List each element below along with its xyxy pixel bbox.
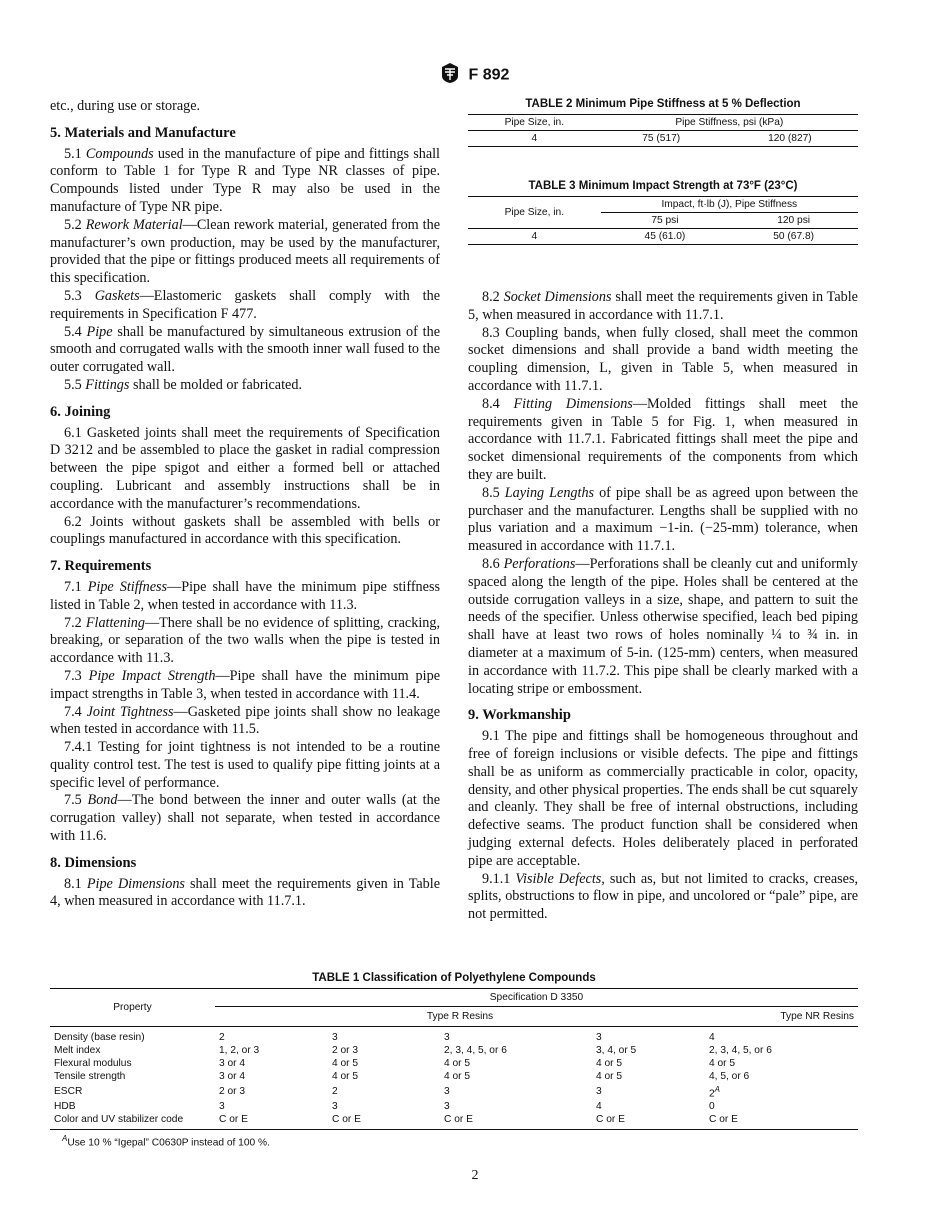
table-3-col-header: Impact, ft·lb (J), Pipe Stiffness [601,197,858,213]
table-cell: Color and UV stabilizer code [54,1114,184,1126]
table-cell: 2 [219,1032,225,1043]
page-number: 2 [471,1168,479,1183]
page-header [0,62,950,89]
table-cell: 120 (827) [768,133,812,144]
table-cell: C or E [709,1114,738,1126]
table-row [468,229,858,245]
table-cell: 3 [596,1086,602,1098]
table-cell: 1, 2, or 3 [219,1045,260,1056]
table-cell: 3, 4, or 5 [596,1045,637,1056]
table-2-caption: TABLE 2 Minimum Pipe Stiffness at 5 % Deflection [525,98,801,110]
table-cell: 4 or 5 [444,1058,471,1069]
table-cell: 4 or 5 [332,1058,359,1069]
table-cell: ESCR [54,1086,83,1098]
table-cell: 3 [444,1032,450,1043]
table-cell: 3 [596,1032,602,1043]
paragraph-8-4: 8.4 Fitting Dimensions—Molded fittings shall meet the requirements given in Table 5 for Fig. 1, when measured in accordance with 11.7.1. Fabricated fittings shall meet the pipe and socket dimensional requirements of the components from which they are built. [468,395,858,483]
paragraph-8-2: 8.2 Socket Dimensions shall meet the requirements given in Table 5, when measured in accordance with 11.7.1. [468,289,858,323]
table-1-spec-header: Specification D 3350 [215,989,858,1007]
table-1-property-header: Property [50,989,215,1027]
footnote-marker: A [714,1085,721,1094]
table-cell: 4 [531,231,538,242]
section-8-heading: 8. Dimensions [50,854,137,871]
table-1 [50,972,858,1149]
table-cell: 4 or 5 [596,1071,623,1082]
table-cell: Flexural modulus [54,1058,132,1069]
table-cell: 4 or 5 [444,1071,471,1082]
paragraph-8-5: 8.5 Laying Lengths of pipe shall be as agreed upon between the purchaser and the manufacturer. Lengths shall be supplied with no plus variation and a maximum −1-in. (−25-mm) tolerance, when measured in accordance with 11.7.1. [468,484,859,555]
table-cell: 45 (61.0) [644,231,686,242]
table-cell: 3 or 4 [219,1071,246,1082]
table-row [468,131,858,147]
table-1-caption: TABLE 1 Classification of Polyethylene Compounds [312,972,596,984]
table-cell: C or E [444,1114,473,1126]
astm-logo-icon [441,62,459,89]
table-cell: 4 [596,1101,602,1113]
table-row [50,1070,858,1083]
table-cell: 2 or 3 [332,1045,359,1056]
section-7-heading: 7. Requirements [50,558,152,575]
paragraph-7-4-1: 7.4.1 Testing for joint tightness is not intended to be a routine quality control test. The test is used to qualify pipe fitting joints at a specific level of performance. [50,739,440,791]
table-cell: 4 or 5 [709,1058,736,1069]
table-cell: 4 [709,1032,715,1043]
table-cell: 2 [332,1086,338,1098]
table-1-type-r-header: Type R Resins [215,1007,705,1027]
designation: F 892 [468,66,510,84]
paragraph-8-3: 8.3 Coupling bands, when fully closed, shall meet the common socket dimensions and shall provide a band width meeting the coupling dimension, L, given in Table 5, when measured in accordance with 11.7.1. [468,324,858,394]
paragraph-8-1: 8.1 Pipe Dimensions shall meet the requirements given in Table 4, when measured in accordance with 11.7.1. [50,875,440,910]
paragraph-9-1: 9.1 The pipe and fittings shall be homogeneous throughout and free of foreign inclusions or visible defects. The pipe and fittings shall be as uniform as commercially practicable in color, opacity, density, and other physical properties. The ends shall be cut squarely and cleanly. They shall be free of internal obstructions, including defective seams. The product function shall be considered when judging external defects. Holes deliberately placed in perforated pipe are acceptable. [468,728,858,869]
section-6-heading: 6. Joining [50,403,111,420]
table-row [50,1057,858,1070]
table-3-subheader: 75 psi [651,215,679,226]
table-3-caption: TABLE 3 Minimum Impact Strength at 73°F (23°C) [528,180,798,192]
left-column [50,98,440,911]
table-3-col-header: Pipe Size, in. [468,197,601,229]
paragraph-6-1: 6.1 Gasketed joints shall meet the requirements of Specification D 3212 and be assembled to place the gasket in radial compression between the pipe spigot and either a formed bell or attached coupling. Lubricant and assembly instructions shall be in accordance with the manufacturer’s recommendations. [50,424,440,512]
table-cell: Melt index [54,1045,101,1056]
paragraph-5-2: 5.2 Rework Material—Clean rework material, generated from the manufacturer’s own production, may be used by the manufacturer, provided that the pipe or fittings produced meets all requirements of this specification. [50,216,440,287]
table-cell: 3 [444,1086,450,1098]
table-cell: 2 or 3 [219,1086,246,1098]
table-cell: 3 [332,1032,338,1043]
table-cell: 2, 3, 4, 5, or 6 [444,1045,507,1056]
table-2-col-header: Pipe Size, in. [504,117,565,128]
paragraph-5-5: 5.5 Fittings shall be molded or fabricated. [64,376,302,393]
paragraph-6-2: 6.2 Joints without gaskets shall be assembled with bells or couplings manufactured in accordance with this specification. [50,513,440,548]
table-3 [468,180,858,245]
table-1-type-nr-header: Type NR Resins [705,1007,858,1027]
table-3-subheader: 120 psi [777,215,811,226]
paragraph-7-4: 7.4 Joint Tightness—Gasketed pipe joints shall show no leakage when tested in accordance with 11.5. [50,703,440,738]
paragraph-7-2: 7.2 Flattening—There shall be no evidence of splitting, cracking, breaking, or separation of the two walls when the pipe is tested in accordance with 11.3. [50,614,440,667]
paragraph-5-4: 5.4 Pipe shall be manufactured by simultaneous extrusion of the smooth and corrugated walls with the smooth inner wall fused to the outer corrugated wall. [50,323,440,376]
table-cell: 4 [531,133,538,144]
table-row [50,1044,858,1057]
section-9-heading: 9. Workmanship [468,707,571,724]
paragraph-7-5: 7.5 Bond—The bond between the inner and outer walls (at the corrugation valley) shall not separate, when tested in accordance with 11.6. [50,792,441,845]
table-row [50,1113,858,1130]
table-cell: 4 or 5 [332,1071,359,1082]
paragraph-9-1-1: 9.1.1 Visible Defects, such as, but not limited to cracks, creases, splits, obstructions to flow in pipe, and uncolored or “pale” pipe, are not permitted. [468,870,859,923]
right-column [468,289,858,924]
table-cell: 3 [332,1101,338,1113]
paragraph-5-1: 5.1 Compounds used in the manufacture of pipe and fittings shall conform to Table 1 for Type R and Type NR classes of pipe. Compounds listed under Type R may also be used in the manufacture of Type NR pipe. [50,145,441,215]
table-cell: 4 or 5 [596,1058,623,1069]
intro-text: etc., during use or storage. [50,98,201,114]
table-row [50,1083,858,1100]
table-cell: Tensile strength [54,1071,126,1082]
table-1-footnote: $^A$Use 10 % “Igepal” C0630P instead of 100 %. [62,1134,270,1149]
table-cell: C or E [219,1114,248,1126]
table-cell: C or E [332,1114,361,1126]
section-5-heading: 5. Materials and Manufacture [50,124,236,141]
table-cell: 2, 3, 4, 5, or 6 [709,1045,772,1056]
table-cell: 3 [444,1101,450,1113]
paragraph-7-1: 7.1 Pipe Stiffness—Pipe shall have the minimum pipe stiffness listed in Table 2, when tested in accordance with 11.3. [50,578,440,613]
paragraph-7-3: 7.3 Pipe Impact Strength—Pipe shall have the minimum pipe impact strengths in Table 3, when tested in accordance with 11.4. [50,667,440,702]
paragraph-5-3: 5.3 Gaskets—Elastomeric gaskets shall comply with the requirements in Specification F 477. [50,287,440,322]
table-cell: 50 (67.8) [773,231,815,242]
table-row [50,1027,858,1045]
table-2 [468,98,858,147]
table-cell: 3 or 4 [219,1058,246,1069]
table-cell: 0 [709,1101,715,1113]
table-2-col-header: Pipe Stiffness, psi (kPa) [675,117,784,128]
table-cell: Density (base resin) [54,1032,145,1043]
table-row [50,1100,858,1113]
table-cell: 75 (517) [642,133,681,144]
table-cell: 4, 5, or 6 [709,1071,750,1082]
table-cell: HDB [54,1101,76,1113]
table-cell: C or E [596,1114,625,1126]
table-cell: $2^A$ [709,1085,721,1100]
paragraph-8-6: 8.6 Perforations—Perforations shall be cleanly cut and uniformly spaced along the length of the pipe. Holes shall be centered at the outside corrugation valleys in a size, shape, and pattern to suit the needs of the specifier. Unless otherwise specified, leach bed piping shall have at least two rows of holes nominally ¼ to ¾ in. in diameter at a maximum of 5-in. (125-mm) centers, when measured in accordance with 11.7.2. This pipe shall be clearly marked with a locating stripe or embossment. [468,555,858,697]
table-cell: 3 [219,1101,225,1113]
